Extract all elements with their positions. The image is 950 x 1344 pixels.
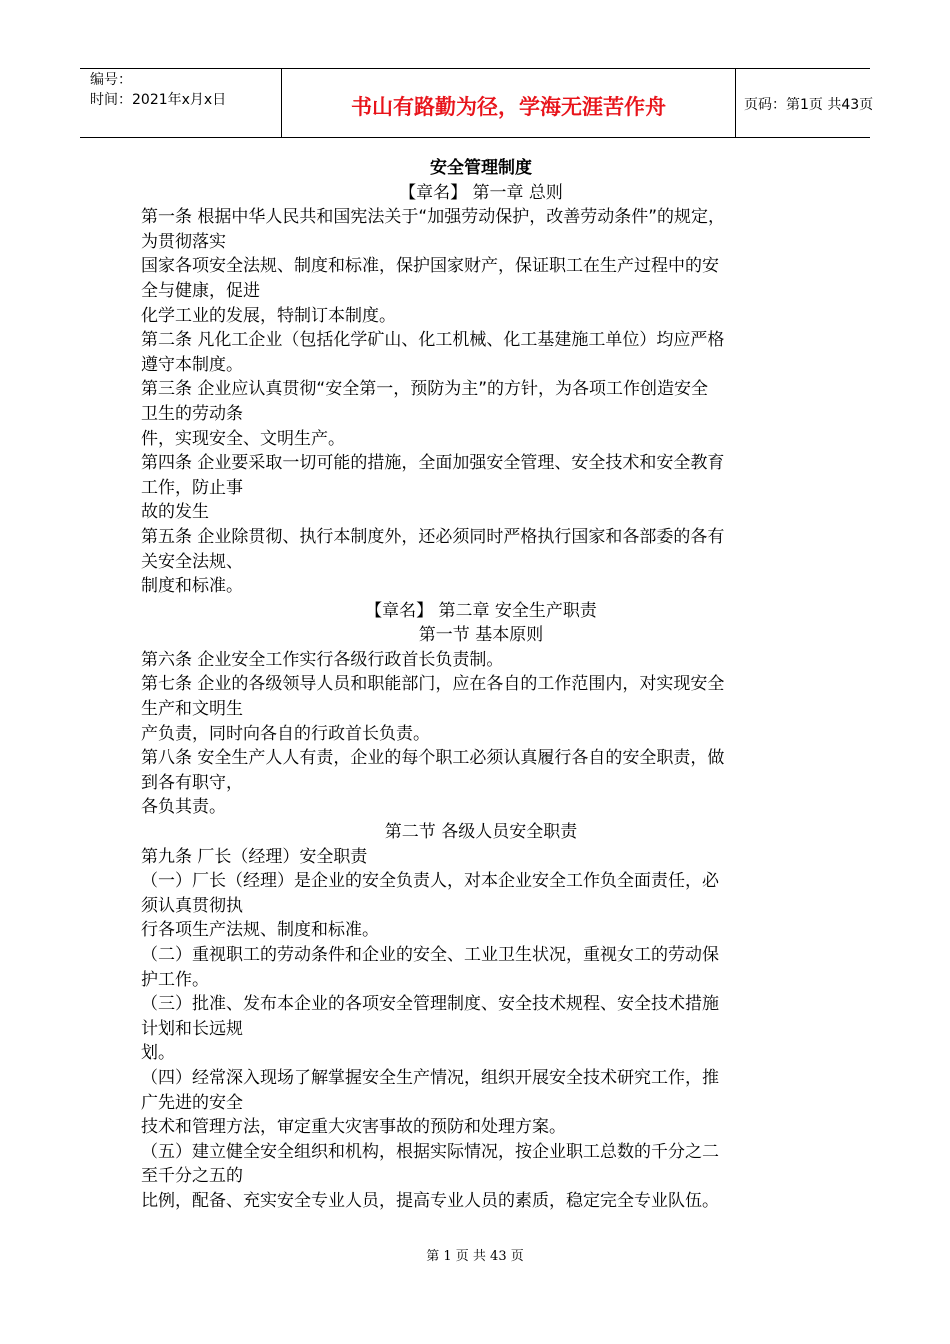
- header-motto: 书山有路勤为径，学海无涯苦作舟: [351, 94, 666, 119]
- text-line: 产负责，同时向各自的行政首长负责。: [141, 723, 430, 744]
- document-body: [141, 156, 821, 1214]
- chapter-heading: 【章名】 第二章 安全生产职责: [365, 600, 597, 621]
- text-line: （一）厂长（经理）是企业的安全负责人，对本企业安全工作负全面责任，必: [141, 871, 719, 892]
- text-line: 第三条 企业应认真贯彻“安全第一，预防为主”的方针，为各项工作创造安全: [141, 379, 709, 400]
- text-line: 各负其责。: [141, 797, 226, 818]
- text-line: 卫生的劳动条: [141, 403, 243, 424]
- text-line: （二）重视职工的劳动条件和企业的安全、工业卫生状况，重视女工的劳动保: [141, 945, 719, 965]
- text-line: 第一条 根据中华人民共和国宪法关于“加强劳动保护，改善劳动条件”的规定，: [141, 207, 726, 228]
- header-motto-cell: [281, 69, 736, 137]
- text-line: 第七条 企业的各级领导人员和职能部门，应在各自的工作范围内，对实现安全: [141, 674, 725, 695]
- text-line: 第六条 企业安全工作实行各级行政首长负责制。: [141, 649, 504, 670]
- header-meta-cell: [80, 69, 281, 137]
- section-heading: 第一节 基本原则: [418, 625, 544, 646]
- text-line: 第九条 厂长（经理）安全职责: [141, 846, 368, 867]
- chapter-heading: 【章名】 第一章 总则: [399, 182, 563, 203]
- text-line: 技术和管理方法，审定重大灾害事故的预防和处理方案。: [141, 1117, 566, 1138]
- text-line: （三）批准、发布本企业的各项安全管理制度、安全技术规程、安全技术措施: [141, 994, 719, 1015]
- text-line: 行各项生产法规、制度和标准。: [141, 920, 379, 941]
- text-line: 故的发生: [141, 502, 209, 523]
- text-line: 第四条 企业要采取一切可能的措施，全面加强安全管理、安全技术和安全教育: [141, 453, 725, 474]
- text-line: 第二条 凡化工企业（包括化学矿山、化工机械、化工基建施工单位）均应严格: [141, 330, 725, 351]
- text-line: 划。: [141, 1043, 175, 1064]
- text-line: 化学工业的发展，特制订本制度。: [141, 305, 396, 326]
- text-line: 计划和长远规: [141, 1018, 243, 1039]
- text-line: 遵守本制度。: [141, 354, 243, 375]
- document-number-label: 编号：: [90, 72, 132, 88]
- text-line: 第八条 安全生产人人有责，企业的每个职工必须认真履行各自的安全职责，做: [141, 748, 725, 769]
- text-line: 工作，防止事: [141, 477, 243, 498]
- page-header: [80, 68, 874, 138]
- text-line: 广先进的安全: [141, 1092, 243, 1113]
- page-footer: 第 1 页 共 43 页: [426, 1249, 524, 1264]
- text-line: （五）建立健全安全组织和机构，根据实际情况，按企业职工总数的千分之二: [141, 1141, 719, 1162]
- document-date-label: 时间：2021年x月x日: [90, 92, 227, 108]
- text-line: 国家各项安全法规、制度和标准，保护国家财产，保证职工在生产过程中的安: [141, 256, 719, 277]
- text-line: 比例，配备、充实安全专业人员，提高专业人员的素质，稳定完全专业队伍。: [141, 1190, 719, 1211]
- text-line: 须认真贯彻执: [141, 895, 243, 916]
- text-line: 制度和标准。: [141, 576, 243, 597]
- text-line: 为贯彻落实: [141, 231, 226, 252]
- text-line: 全与健康，促进: [141, 280, 260, 301]
- header-page-info: 页码：第1页 共43页: [744, 97, 874, 113]
- section-heading: 第二节 各级人员安全职责: [384, 822, 578, 843]
- text-line: （四）经常深入现场了解掌握安全生产情况，组织开展安全技术研究工作，推: [141, 1067, 719, 1088]
- text-line: 护工作。: [141, 969, 209, 990]
- header-page-cell: [735, 69, 874, 137]
- document-title: 安全管理制度: [430, 158, 532, 178]
- text-line: 第五条 企业除贯彻、执行本制度外，还必须同时严格执行国家和各部委的各有: [141, 526, 725, 547]
- text-line: 件，实现安全、文明生产。: [141, 428, 345, 449]
- text-line: 生产和文明生: [141, 699, 243, 720]
- text-line: 关安全法规、: [141, 551, 243, 572]
- text-line: 至千分之五的: [141, 1166, 243, 1187]
- text-line: 到各有职守，: [141, 772, 243, 793]
